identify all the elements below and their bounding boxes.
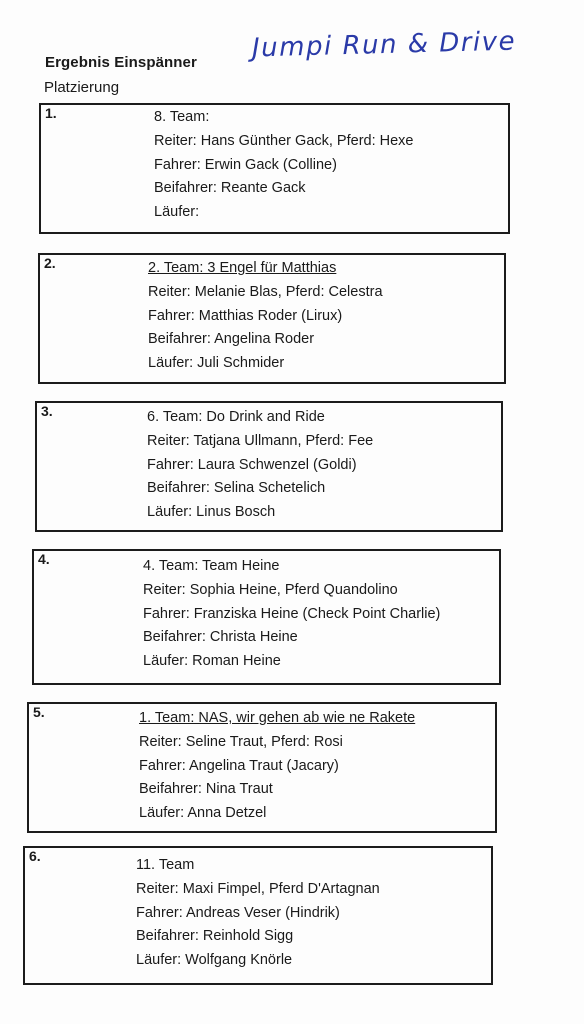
laeufer-line: Läufer: Linus Bosch (147, 504, 276, 521)
placement-entry-5 (139, 707, 415, 826)
handwritten-note: Jumpi Run & Drive (251, 26, 517, 64)
beifahrer-line: Beifahrer: Christa Heine (143, 629, 298, 646)
team-name: 1. Team: NAS, wir gehen ab wie ne Rakete (139, 710, 416, 726)
reiter-line: Reiter: Maxi Fimpel, Pferd D'Artagnan (136, 880, 380, 897)
fahrer-line: Fahrer: Franziska Heine (Check Point Charlie) (143, 605, 441, 622)
beifahrer-line: Beifahrer: Selina Schetelich (147, 480, 326, 497)
beifahrer-line: Beifahrer: Nina Traut (139, 781, 273, 798)
fahrer-line: Fahrer: Laura Schwenzel (Goldi) (147, 456, 357, 473)
laeufer-line: Läufer: Anna Detzel (139, 805, 267, 822)
beifahrer-line: Beifahrer: Angelina Roder (148, 331, 315, 348)
laeufer-line: Läufer: Wolfgang Knörle (136, 952, 293, 969)
laeufer-line: Läufer: Roman Heine (143, 653, 281, 670)
fahrer-line: Fahrer: Erwin Gack (Colline) (154, 156, 337, 173)
reiter-line: Reiter: Melanie Blas, Pferd: Celestra (148, 283, 383, 300)
placement-number: 3. (41, 403, 53, 419)
laeufer-line: Läufer: Juli Schmider (148, 355, 285, 372)
document-title: Ergebnis Einspänner (45, 54, 197, 71)
reiter-line: Reiter: Seline Traut, Pferd: Rosi (139, 733, 343, 750)
placement-entry-3 (147, 406, 373, 525)
placement-entry-1 (154, 106, 414, 225)
reiter-line: Reiter: Tatjana Ullmann, Pferd: Fee (147, 432, 374, 449)
placement-entry-2 (148, 257, 383, 376)
placement-number: 1. (45, 105, 57, 121)
beifahrer-line: Beifahrer: Reante Gack (154, 180, 306, 197)
placement-number: 6. (29, 848, 41, 864)
laeufer-line: Läufer: (154, 204, 200, 221)
fahrer-line: Fahrer: Matthias Roder (Lirux) (148, 307, 343, 324)
team-name: 6. Team: Do Drink and Ride (147, 409, 325, 425)
placement-entry-4 (143, 555, 440, 674)
placement-number: 4. (38, 551, 50, 567)
team-name: 11. Team (136, 857, 195, 873)
team-name: 8. Team: (154, 109, 210, 125)
fahrer-line: Fahrer: Angelina Traut (Jacary) (139, 757, 339, 774)
placement-number: 2. (44, 255, 56, 271)
fahrer-line: Fahrer: Andreas Veser (Hindrik) (136, 904, 340, 921)
reiter-line: Reiter: Hans Günther Gack, Pferd: Hexe (154, 132, 414, 149)
team-name: 2. Team: 3 Engel für Matthias (148, 260, 337, 276)
beifahrer-line: Beifahrer: Reinhold Sigg (136, 928, 294, 945)
placement-number: 5. (33, 704, 45, 720)
placement-entry-6 (136, 854, 380, 973)
reiter-line: Reiter: Sophia Heine, Pferd Quandolino (143, 581, 398, 598)
document-subtitle: Platzierung (44, 79, 120, 96)
team-name: 4. Team: Team Heine (143, 558, 280, 574)
